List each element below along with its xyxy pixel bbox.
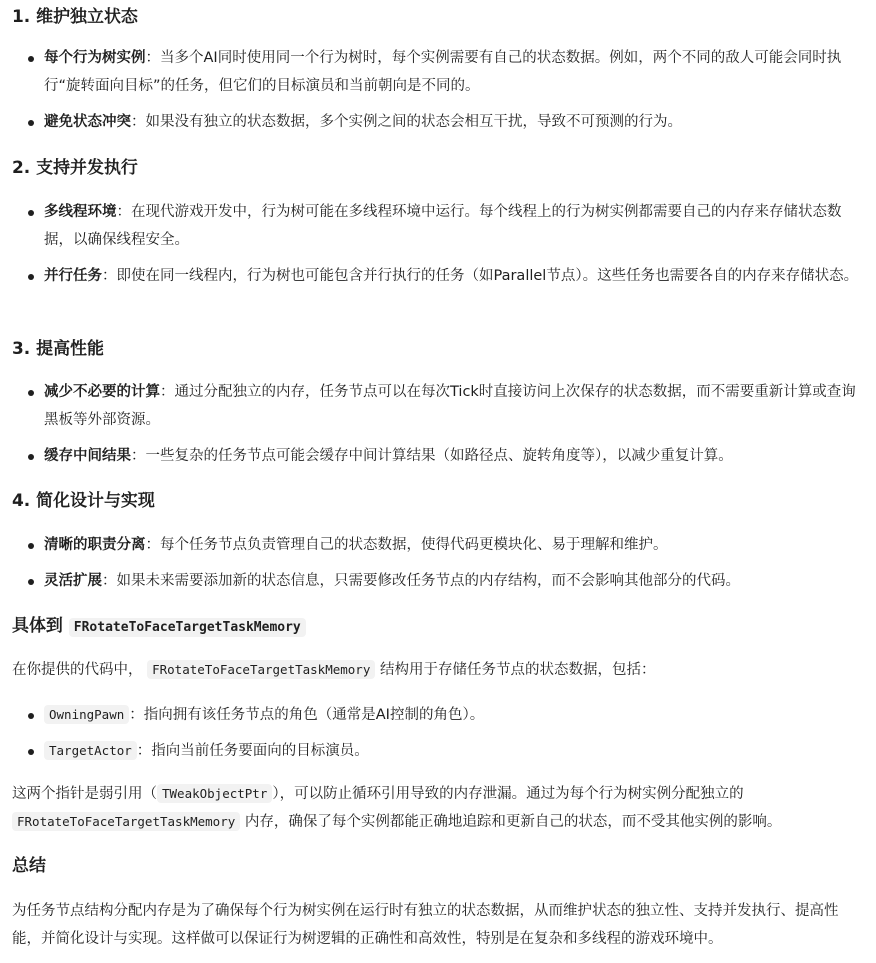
list-item bbox=[12, 108, 864, 136]
summary-text: 为任务节点结构分配内存是为了确保每个行为树实例在运行时有独立的状态数据，从而维护状态的独立性、支持并发执行、提高性能，并简化设计与实现。这样做可以保证行为树逻辑的正确性和高效性，特别是在复杂和多线程的游戏环境中。 bbox=[12, 903, 839, 947]
specific-heading: 具体到 FRotateToFaceTargetTaskMemory bbox=[12, 611, 306, 642]
section-heading: 4. 简化设计与实现 bbox=[12, 490, 155, 510]
section-heading: 1. 维护独立状态 bbox=[12, 6, 138, 26]
item-text: ：如果没有独立的状态数据，多个实例之间的状态会相互干扰，导致不可预测的行为。 bbox=[131, 114, 682, 130]
list-item bbox=[12, 44, 864, 100]
list-item bbox=[12, 378, 864, 434]
list-item bbox=[12, 567, 864, 595]
summary-heading: 总结 bbox=[12, 855, 46, 875]
bullet-list bbox=[12, 44, 864, 136]
item-text: ：一些复杂的任务节点可能会缓存中间计算结果（如路径点、旋转角度等），以减少重复计算。 bbox=[131, 448, 733, 464]
item-text: ：如果未来需要添加新的状态信息，只需要修改任务节点的内存结构，而不会影响其他部分的代码。 bbox=[102, 573, 740, 589]
code-inline: TWeakObjectPtr bbox=[157, 784, 272, 803]
item-term: 减少不必要的计算 bbox=[44, 384, 160, 400]
code-inline: FRotateToFaceTargetTaskMemory bbox=[12, 812, 240, 831]
section-heading: 3. 提高性能 bbox=[12, 338, 104, 358]
list-item: OwningPawn ：指向拥有该任务节点的角色（通常是AI控制的角色）。 bbox=[12, 701, 864, 729]
specific-intro: 在你提供的代码中， FRotateToFaceTargetTaskMemory 结构用于存储任务节点的状态数据，包括： bbox=[12, 662, 656, 678]
bullet-list bbox=[12, 198, 864, 290]
item-term: 多线程环境 bbox=[44, 204, 117, 220]
code-inline: FRotateToFaceTargetTaskMemory bbox=[147, 660, 375, 679]
item-term: 每个行为树实例 bbox=[44, 50, 146, 66]
item-term: 并行任务 bbox=[44, 268, 102, 284]
specific-note: 这两个指针是弱引用（ TWeakObjectPtr ），可以防止循环引用导致的内存泄漏。通过为每个行为树实例分配独立的 FRotateToFaceTargetTaskMemory 内存，确保了每个实例都能正确地追踪和更新自己的状态，而不受其他实例的影响。 bbox=[12, 786, 782, 830]
list-item bbox=[12, 262, 864, 290]
section-heading: 2. 支持并发执行 bbox=[12, 157, 138, 177]
code-inline: TargetActor bbox=[44, 741, 137, 760]
item-term: 避免状态冲突 bbox=[44, 114, 131, 130]
bullet-list bbox=[12, 378, 864, 470]
list-item bbox=[12, 198, 864, 254]
item-term: 缓存中间结果 bbox=[44, 448, 131, 464]
code-inline: OwningPawn bbox=[44, 705, 129, 724]
list-item: TargetActor ：指向当前任务要面向的目标演员。 bbox=[12, 737, 864, 765]
item-text: ：在现代游戏开发中，行为树可能在多线程环境中运行。每个线程上的行为树实例都需要自己的内存来存储状态数据，以确保线程安全。 bbox=[44, 204, 842, 248]
item-text: ：即使在同一线程内，行为树也可能包含并行执行的任务（如Parallel节点）。这些任务也需要各自的内存来存储状态。 bbox=[102, 268, 859, 284]
item-text: ：当多个AI同时使用同一个行为树时，每个实例需要有自己的状态数据。例如，两个不同的敌人可能会同时执行“旋转面向目标”的任务，但它们的目标演员和当前朝向是不同的。 bbox=[44, 50, 842, 94]
bullet-list bbox=[12, 531, 864, 595]
code-inline: FRotateToFaceTargetTaskMemory bbox=[69, 618, 306, 637]
item-term: 清晰的职责分离 bbox=[44, 537, 146, 553]
item-term: 灵活扩展 bbox=[44, 573, 102, 589]
field-list bbox=[12, 701, 864, 765]
item-text: ：通过分配独立的内存，任务节点可以在每次Tick时直接访问上次保存的状态数据，而不需要重新计算或查询黑板等外部资源。 bbox=[44, 384, 856, 428]
list-item bbox=[12, 442, 864, 470]
item-text: ：每个任务节点负责管理自己的状态数据，使得代码更模块化、易于理解和维护。 bbox=[145, 537, 668, 553]
list-item bbox=[12, 531, 864, 559]
